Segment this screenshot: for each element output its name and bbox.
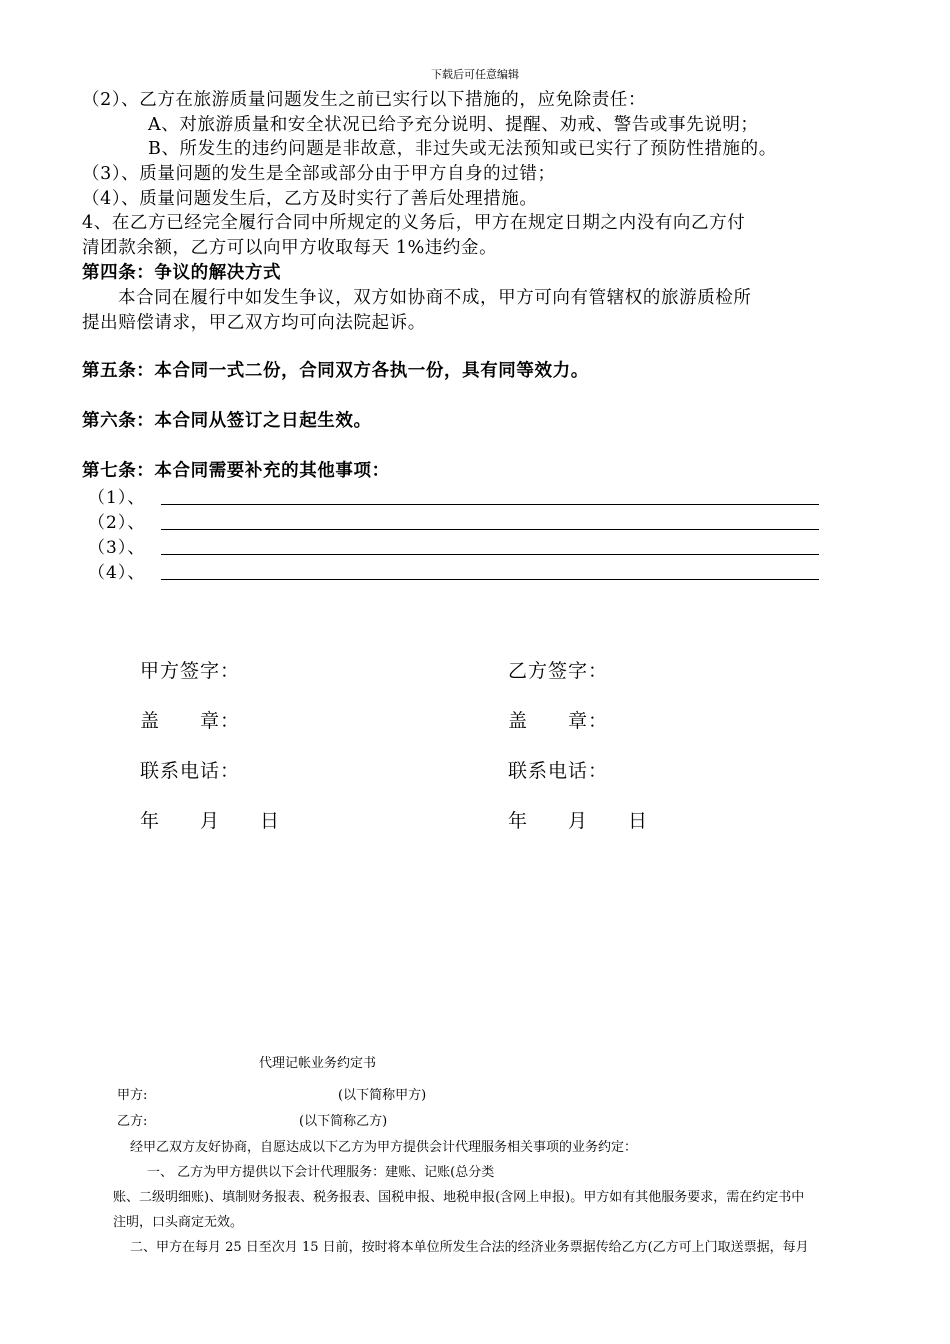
agreement-party-a-label: 甲方:	[117, 1088, 148, 1103]
article-5: 第五条：本合同一式二份，合同双方各执一份，具有同等效力。	[82, 361, 589, 381]
clause-item-3: （3）、质量问题的发生是全部或部分由于甲方自身的过错；	[82, 164, 556, 184]
agreement-title: 代理记帐业务约定书	[259, 1056, 377, 1071]
agreement-party-b-note: (以下简称乙方)	[299, 1114, 388, 1129]
clause-item-4: （4）、质量问题发生后，乙方及时实行了善后处理措施。	[82, 189, 538, 209]
clause-item-2-b: B、所发生的违约问题是非故意，非过失或无法预知或已实行了预防性措施的。	[148, 139, 777, 159]
blank-item-1-label: （1）、	[88, 488, 146, 508]
blank-item-2-label: （2）、	[88, 513, 146, 533]
agreement-clause-2-line-1: 二、甲方在每月 25 日至次月 15 日前，按时将本单位所发生合法的经济业务票据传给乙方(乙方可上门取送票据，每月	[130, 1240, 809, 1255]
point-4-line-2: 清团款余额，乙方可以向甲方收取每天 1%违约金。	[82, 238, 498, 258]
agreement-party-a-note: (以下简称甲方)	[338, 1088, 427, 1103]
agreement-party-b-label: 乙方:	[117, 1114, 148, 1129]
blank-item-4-label: （4）、	[88, 563, 146, 583]
party-b-date-label: 年 月 日	[508, 810, 649, 832]
article-4-title: 第四条：争议的解决方式	[82, 263, 282, 283]
article-7-title: 第七条：本合同需要补充的其他事项：	[82, 461, 390, 481]
page-header: 下载后可任意编辑	[431, 68, 519, 81]
blank-line-2	[161, 529, 819, 530]
blank-line-1	[161, 504, 819, 505]
article-4-line-2: 提出赔偿请求，甲乙双方均可向法院起诉。	[82, 313, 426, 333]
party-a-seal-label: 盖 章：	[140, 710, 241, 732]
clause-item-2-a: A、对旅游质量和安全状况已给予充分说明、提醒、劝戒、警告或事先说明；	[148, 115, 759, 135]
party-b-seal-label: 盖 章：	[508, 710, 609, 732]
party-b-signature-label: 乙方签字：	[508, 660, 609, 682]
party-a-date-label: 年 月 日	[140, 810, 281, 832]
agreement-clause-1-line-3: 注明，口头商定无效。	[113, 1215, 244, 1230]
agreement-clause-1-line-2: 账、二级明细账)、填制财务报表、税务报表、国税申报、地税申报(含网上申报)。甲方如有其他服务要求，需在约定书中	[113, 1190, 805, 1205]
party-b-phone-label: 联系电话：	[508, 760, 609, 782]
agreement-clause-1-line-1: 一、 乙方为甲方提供以下会计代理服务：建账、记账(总分类	[147, 1165, 495, 1180]
point-4-line-1: 4、在乙方已经完全履行合同中所规定的义务后，甲方在规定日期之内没有向乙方付	[82, 213, 746, 233]
agreement-intro: 经甲乙双方友好协商，自愿达成以下乙方为甲方提供会计代理服务相关事项的业务约定：	[130, 1140, 638, 1155]
article-6: 第六条：本合同从签订之日起生效。	[82, 411, 372, 431]
article-4-line-1: 本合同在履行中如发生争议，双方如协商不成，甲方可向有管辖权的旅游质检所	[118, 288, 752, 308]
party-a-phone-label: 联系电话：	[140, 760, 241, 782]
clause-item-2: （2）、乙方在旅游质量问题发生之前已实行以下措施的，应免除责任：	[82, 90, 647, 110]
blank-line-4	[161, 579, 819, 580]
blank-item-3-label: （3）、	[88, 538, 146, 558]
blank-line-3	[161, 554, 819, 555]
party-a-signature-label: 甲方签字：	[140, 660, 241, 682]
